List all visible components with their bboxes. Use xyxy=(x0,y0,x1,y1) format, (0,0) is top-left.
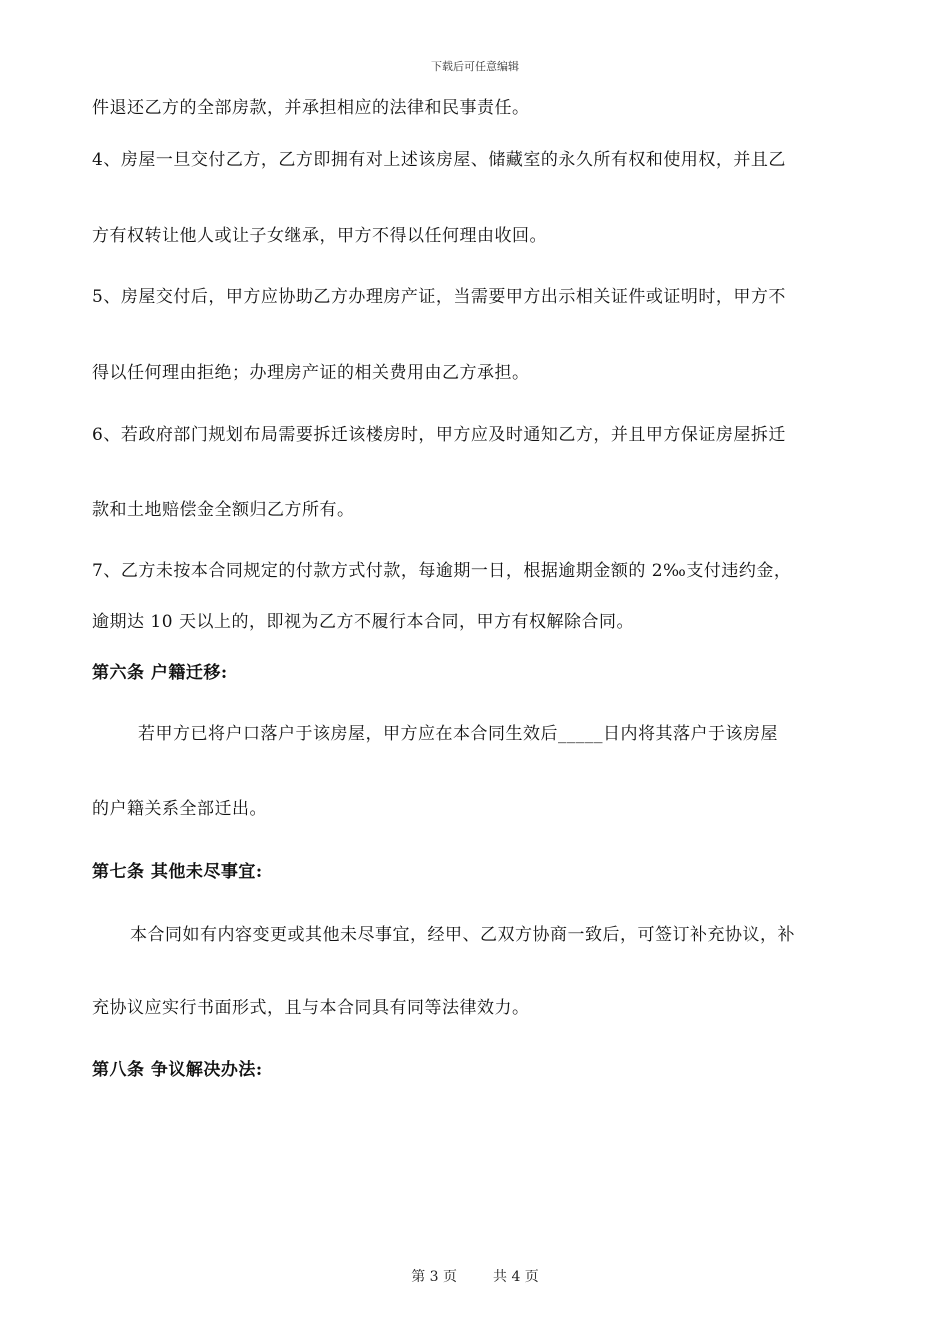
paragraph-line: 5、房屋交付后，甲方应协助乙方办理房产证，当需要甲方出示相关证件或证明时，甲方不 xyxy=(92,287,786,307)
section-heading: 第八条 争议解决办法: xyxy=(92,1060,263,1080)
paragraph-line: 款和土地赔偿金全额归乙方所有。 xyxy=(92,500,355,520)
page-number-total: 共 4 页 xyxy=(493,1269,539,1285)
paragraph-line: 的户籍关系全部迁出。 xyxy=(92,799,267,819)
page-footer xyxy=(0,1266,950,1286)
paragraph-line: 若甲方已将户口落户于该房屋，甲方应在本合同生效后_____日内将其落户于该房屋 xyxy=(138,724,778,744)
paragraph-line: 6、若政府部门规划布局需要拆迁该楼房时，甲方应及时通知乙方，并且甲方保证房屋拆迁 xyxy=(92,425,786,445)
page-number-current: 第 3 页 xyxy=(411,1269,457,1285)
paragraph-line: 逾期达 10 天以上的，即视为乙方不履行本合同，甲方有权解除合同。 xyxy=(92,612,634,632)
paragraph-line: 件退还乙方的全部房款，并承担相应的法律和民事责任。 xyxy=(92,98,530,118)
paragraph-line: 得以任何理由拒绝；办理房产证的相关费用由乙方承担。 xyxy=(92,363,530,383)
paragraph-line: 充协议应实行书面形式，且与本合同具有同等法律效力。 xyxy=(92,998,530,1018)
paragraph-line: 本合同如有内容变更或其他未尽事宜，经甲、乙双方协商一致后，可签订补充协议，补 xyxy=(130,925,795,945)
section-heading: 第七条 其他未尽事宜: xyxy=(92,862,263,882)
paragraph-line: 方有权转让他人或让子女继承，甲方不得以任何理由收回。 xyxy=(92,226,547,246)
paragraph-line: 7、乙方未按本合同规定的付款方式付款，每逾期一日，根据逾期金额的 2‰支付违约金， xyxy=(92,561,792,581)
section-heading: 第六条 户籍迁移: xyxy=(92,663,228,683)
paragraph-line: 4、房屋一旦交付乙方，乙方即拥有对上述该房屋、储藏室的永久所有权和使用权，并且乙 xyxy=(92,150,786,170)
page-header-note: 下载后可任意编辑 xyxy=(431,60,519,73)
